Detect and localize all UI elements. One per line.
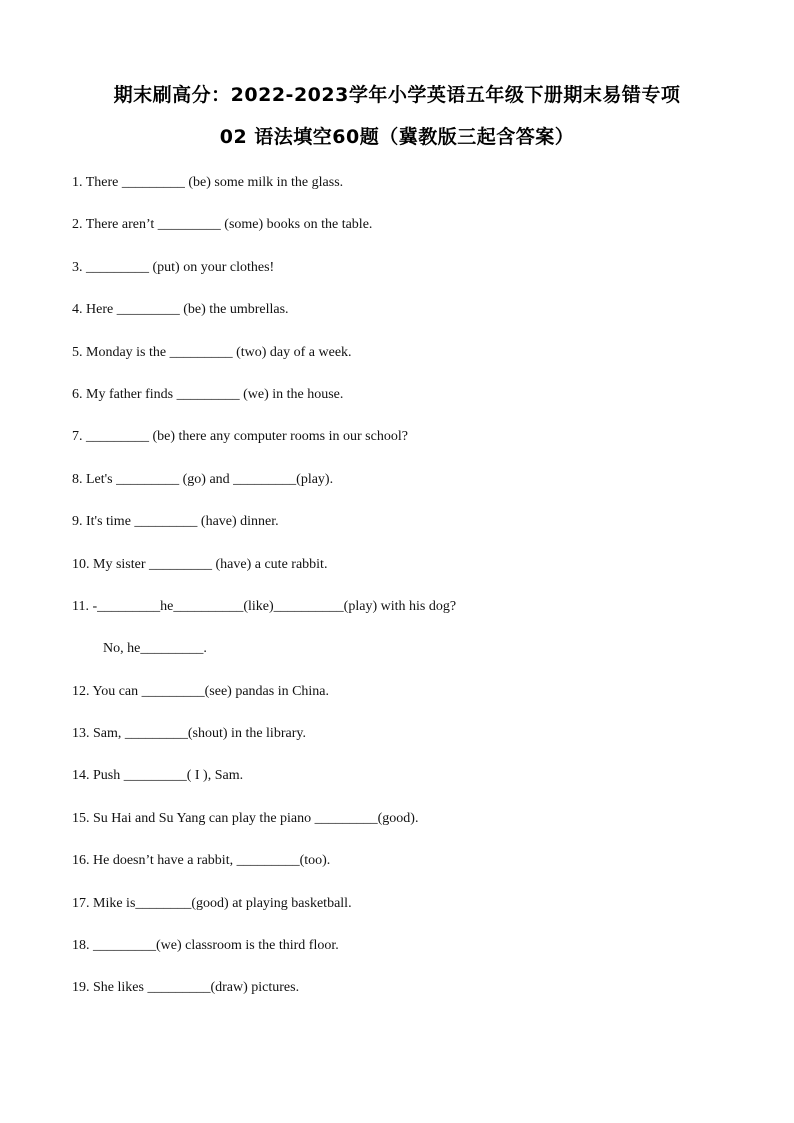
document-title-line1: 期末刷高分：2022-2023学年小学英语五年级下册期末易错专项 (113, 84, 681, 106)
question-19: 19. She likes _________(draw) pictures. (72, 980, 300, 996)
question-11: 11. -_________he__________(like)__________(play) with his dog? (72, 598, 457, 614)
question-1: 1. There _________ (be) some milk in the glass. (72, 175, 344, 190)
question-15: 15. Su Hai and Su Yang can play the piano _________(good). (72, 810, 419, 826)
question-14: 14. Push _________( I ), Sam. (72, 768, 244, 784)
question-5: 5. Monday is the _________ (two) day of a week. (72, 344, 352, 360)
question-6: 6. My father finds _________ (we) in the house. (72, 386, 344, 402)
question-18: 18. _________(we) classroom is the third floor. (72, 938, 339, 954)
question-13: 13. Sam, _________(shout) in the library. (72, 726, 306, 742)
question-list (72, 173, 752, 1021)
question-3: 3. _________ (put) on your clothes! (72, 259, 275, 275)
question-16: 16. He doesn’t have a rabbit, _________(too). (72, 853, 331, 869)
question-2: 2. There aren’t _________ (some) books on the table. (72, 217, 373, 233)
question-17: 17. Mike is________(good) at playing basketball. (72, 895, 352, 911)
question-9: 9. It's time _________ (have) dinner. (72, 514, 279, 530)
question-7: 7. _________ (be) there any computer rooms in our school? (72, 429, 408, 445)
question-8: 8. Let's _________ (go) and _________(play). (72, 471, 334, 487)
question-12: 12. You can _________(see) pandas in China. (72, 683, 330, 699)
document-title-line2: 02 语法填空60题（冀教版三起含答案） (219, 126, 575, 148)
question-4: 4. Here _________ (be) the umbrellas. (72, 302, 289, 318)
question-11-answer-line: No, he_________. (103, 641, 207, 657)
question-10: 10. My sister _________ (have) a cute rabbit. (72, 556, 328, 572)
